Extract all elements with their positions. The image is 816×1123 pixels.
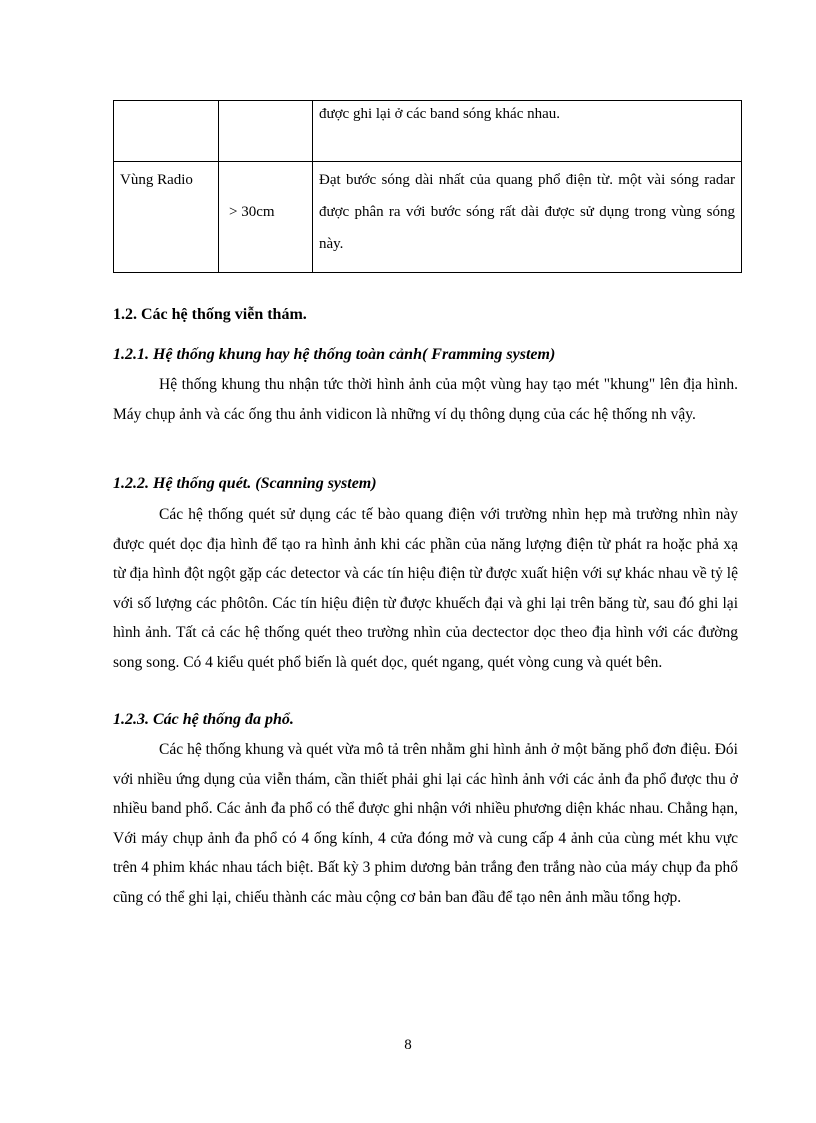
wavelength-table: [113, 100, 742, 273]
page-number: 8: [404, 1037, 412, 1053]
table-cell-wavelength: [219, 101, 313, 162]
table-cell-description: [313, 101, 742, 162]
table-row: [114, 101, 742, 162]
section-paragraph-1-2-2: Các hệ thống quét sử dụng các tế bào quang điện với trường nhìn hẹp mà trường nhìn này được quét dọc địa hình để tạo ra hình ảnh khi các phần của năng lượng điện từ phát ra hoặc phả xạ từ địa hình đột ngột gặp các detector và các tín hiệu điện từ được xuất hiện với sự khác nhau về tỷ lệ với số lượng các phôtôn. Các tín hiệu điện từ được khuếch đại và ghi lại trên băng từ, sau đó ghi lại hình ảnh. Tất cả các hệ thống quét theo trường nhìn của dectector dọc theo địa hình với các đường song song. Có 4 kiểu quét phổ biến là quét dọc, quét ngang, quét vòng cung và quét bên.: [113, 506, 738, 671]
section-heading-1-2-2: 1.2.2. Hệ thống quét. (Scanning system): [113, 475, 377, 492]
section-paragraph-1-2-3: Các hệ thống khung và quét vừa mô tả trên nhằm ghi hình ảnh ở một băng phổ đơn điệu. Đói với nhiều ứng dụng của viễn thám, cần thiết phải ghi lại các hình ảnh với các ảnh đa phổ được thu ở nhiều band phổ. Các ảnh đa phổ có thể được ghi nhận với nhiều phương diện khác nhau. Chẳng hạn, Với máy chụp ảnh đa phổ có 4 ống kính, 4 cửa đóng mở và cung cấp 4 ảnh của cùng mét khu vực trên 4 phim khác nhau tách biệt. Bất kỳ 3 phim dương bản trắng đen trắng nào của máy chụp đa phổ cũng có thể ghi lại, chiếu thành các màu cộng cơ bản ban đầu để tạo nên ảnh mầu tổng hợp.: [113, 741, 738, 906]
table-cell-text: được ghi lại ở các band sóng khác nhau.: [319, 106, 561, 122]
section-heading-1-2-3: 1.2.3. Các hệ thống đa phổ.: [113, 711, 294, 728]
table-cell-text: > 30cm: [229, 204, 275, 220]
table-cell-region: [114, 162, 219, 273]
section-paragraph-1-2-1: Hệ thống khung thu nhận tức thời hình ảnh của một vùng hay tạo mét "khung" lên địa hình. Máy chụp ảnh và các ống thu ảnh vidicon là những ví dụ thông dụng của các hệ thống nh vậy.: [113, 376, 738, 423]
table-cell-text: Vùng Radio: [120, 172, 193, 188]
table-cell-region: [114, 101, 219, 162]
table-cell-text: Đạt bước sóng dài nhất của quang phổ điện từ. một vài sóng radar được phân ra với bước sóng rất dài được sử dụng trong vùng sóng này.: [319, 172, 735, 252]
table-row: [114, 162, 742, 273]
table-cell-wavelength: [219, 162, 313, 273]
section-heading-1-2-1: 1.2.1. Hệ thống khung hay hệ thống toàn cảnh( Framming system): [113, 346, 556, 363]
section-heading-1-2: 1.2. Các hệ thống viễn thám.: [113, 306, 307, 323]
table-cell-description: [313, 162, 742, 273]
